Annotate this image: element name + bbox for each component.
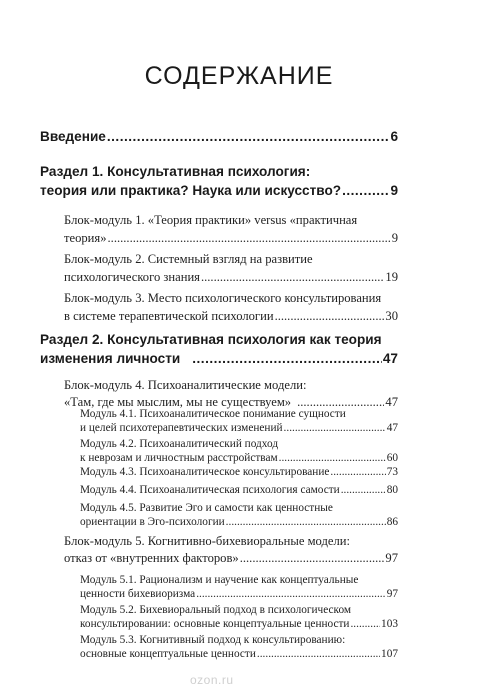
toc-entry-label: Раздел 2. Консультативная психология как теория [40,332,382,347]
toc-entry-label: Модуль 4.2. Психоаналитический подход [80,438,279,450]
toc-entry-label: в системе терапевтической психологии [64,309,274,323]
toc-leader-dots [192,351,382,366]
toc-entry-label: изменения личности [40,351,181,366]
toc-page-number: 9 [390,183,398,198]
toc-page-number: 47 [386,422,398,434]
toc-entry-label: отказ от «внутренних факторов» [64,551,239,565]
toc-page-number: 60 [386,452,398,464]
toc-entry [80,408,398,434]
toc-page-number: 107 [381,648,398,660]
toc-entry-label: теория или практика? Наука или искусство? [40,183,342,198]
toc-entry [64,378,398,410]
toc-entry-label: Блок-модуль 3. Место психологического консультирования [64,291,382,305]
toc-entry-label: к неврозам и личностным расстройствам [80,452,278,464]
toc-entry [80,438,398,464]
ozon-watermark: ozon.ru [190,673,234,687]
toc-entry [64,291,398,324]
toc-entry [80,484,398,496]
toc-leader-dots [108,231,391,246]
toc-entry [64,534,398,566]
toc-leader-dots [342,183,389,198]
toc-entry [80,604,398,630]
toc-leader-dots [275,309,385,324]
toc-page-number: 47 [385,395,398,409]
toc-entry-label: ценности бихевиоризма [80,588,196,600]
toc-entry-label: «Там, где мы мыслим, мы не существуем» [64,395,292,409]
toc-entry [80,466,398,478]
toc-entry-label: основные концептуальные ценности [80,648,256,660]
toc-page-number: 19 [385,270,398,284]
toc-leader-dots [107,129,390,144]
page-title: СОДЕРЖАНИЕ [144,62,334,90]
toc-leader-dots [279,452,386,464]
toc-entry-label: психологического знания [64,270,200,284]
toc-entry [80,502,398,528]
toc-leader-dots [226,516,386,528]
toc-page-number: 6 [390,129,398,144]
toc-page-number: 30 [385,309,398,323]
toc-entry-label: Блок-модуль 4. Психоаналитические модели: [64,378,307,392]
toc-entry [80,634,398,660]
toc-entry-label: консультировании: основные концептуальные ценности [80,618,350,630]
toc-page-number: 103 [381,618,398,630]
toc-entry-label: Модуль 4.5. Развитие Эго и самости как ценностные [80,502,333,514]
toc-entry [64,252,398,285]
toc-page-number: 80 [386,484,398,496]
toc-leader-dots [201,270,384,285]
toc-page-number: 73 [386,466,398,478]
toc-entry [64,213,398,246]
toc-page-number: 47 [382,351,398,366]
toc-entry-label: Модуль 5.1. Рационализм и научение как концептуальные [80,574,359,586]
toc-entry-label: Введение [40,129,106,144]
toc-leader-dots [350,618,380,630]
toc-page-number: 97 [386,588,398,600]
toc-entry [40,164,398,198]
toc-entry-label: Модуль 5.3. Когнитивный подход к консультированию: [80,634,346,646]
toc-entry-label: ориентации в Эго-психологии [80,516,225,528]
toc-entry-label: Раздел 1. Консультативная психология: [40,164,311,179]
toc-entry-label: Модуль 4.1. Психоаналитическое понимание сущности [80,408,346,420]
toc-entry-label: Блок-модуль 1. «Теория практики» versus «практичная [64,213,358,227]
toc-entry-label: теория» [64,231,107,245]
toc-leader-dots [330,466,385,478]
toc-leader-dots [341,484,386,496]
toc-entry-label: Модуль 4.3. Психоаналитическое консультирование [80,466,330,478]
toc-entry [40,129,398,144]
toc-page-number: 86 [386,516,398,528]
toc-leader-dots [257,648,380,660]
toc-page-number: 9 [391,231,398,245]
toc-entry-label: и целей психотерапевтических изменений [80,422,283,434]
toc-entry-label: Модуль 4.4. Психоаналитическая психология самости [80,484,340,496]
toc-entry-label: Модуль 5.2. Бихевиоральный подход в психологическом [80,604,352,616]
toc-entry [40,332,398,366]
toc-leader-dots [196,588,386,600]
toc-page-number: 97 [385,551,398,565]
toc-entry-label: Блок-модуль 5. Когнитивно-бихевиоральные модели: [64,534,351,548]
toc-leader-dots [284,422,386,434]
toc-entry [80,574,398,600]
toc-entry-label: Блок-модуль 2. Системный взгляд на развитие [64,252,313,266]
toc-leader-dots [240,551,385,566]
